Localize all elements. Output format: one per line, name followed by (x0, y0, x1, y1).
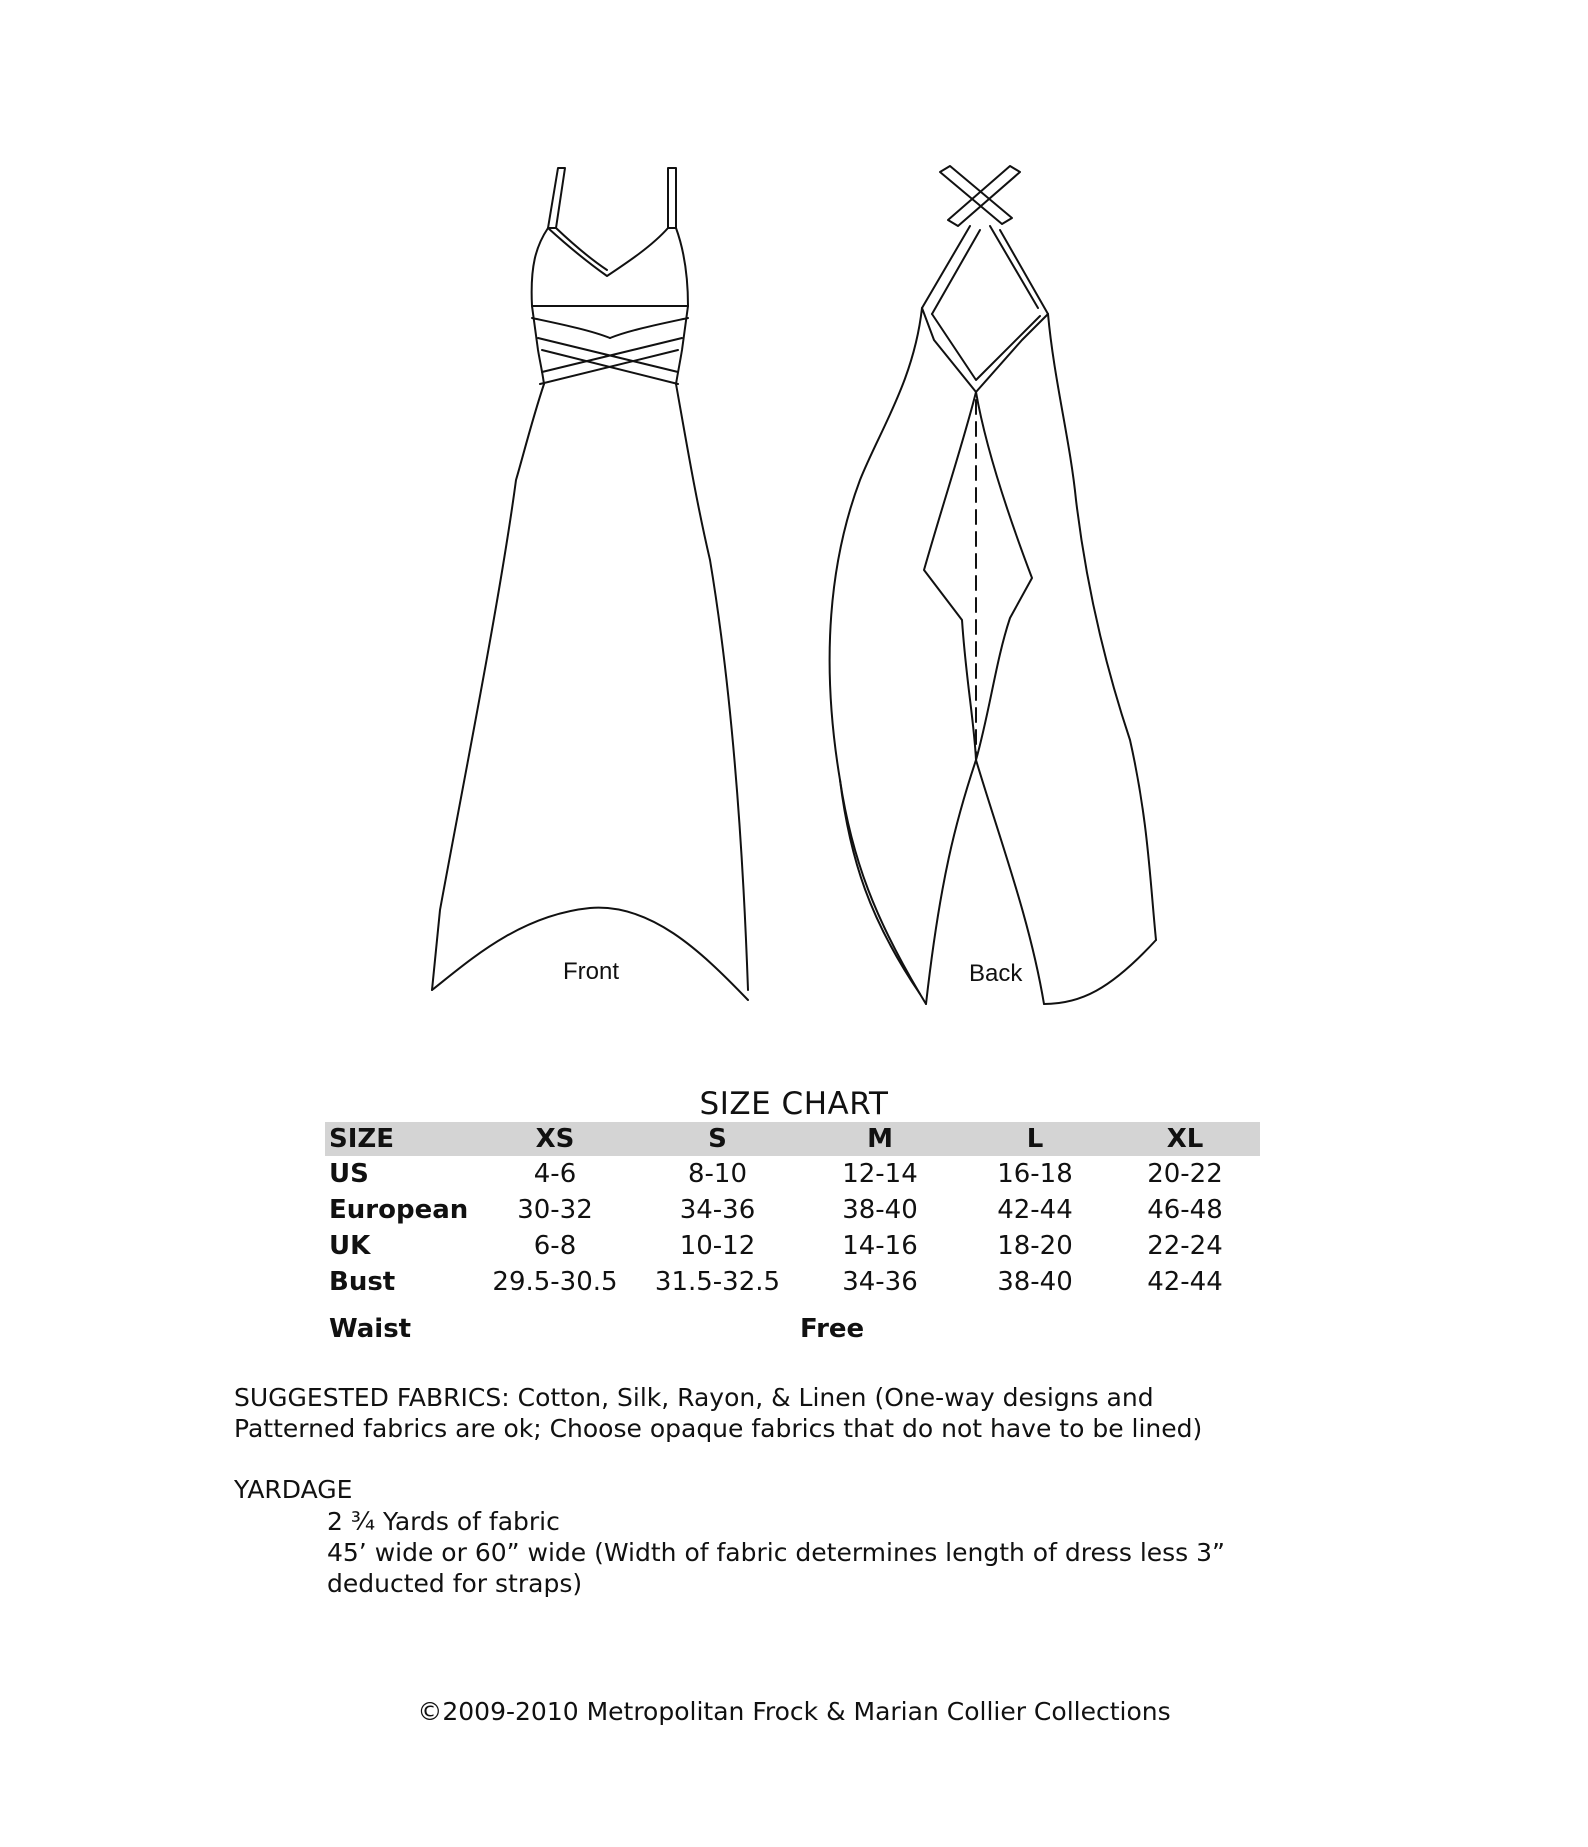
row-label: Waist (329, 1314, 412, 1344)
header-cell: M (867, 1124, 893, 1154)
yardage-title: YARDAGE (234, 1475, 353, 1504)
table-cell: 12-14 (842, 1159, 918, 1189)
yardage-line: 45’ wide or 60” wide (Width of fabric determines length of dress less 3” (327, 1538, 1225, 1567)
table-cell (960, 1300, 1110, 1352)
table-cell: 20-22 (1147, 1159, 1223, 1189)
yardage-line: 2 ¾ Yards of fabric (327, 1507, 560, 1536)
table-cell: 16-18 (997, 1159, 1073, 1189)
table-cell: 42-44 (997, 1195, 1073, 1225)
fabrics-line: Patterned fabrics are ok; Choose opaque fabrics that do not have to be lined) (234, 1414, 1203, 1443)
table-cell: 6-8 (533, 1231, 577, 1261)
fabrics-line: SUGGESTED FABRICS: Cotton, Silk, Rayon, & Linen (One-way designs and (234, 1383, 1154, 1412)
copyright-notice: ©2009-2010 Metropolitan Frock & Marian Collier Collections (417, 1697, 1171, 1726)
yardage-line: deducted for straps) (327, 1569, 583, 1598)
header-cell: S (708, 1124, 727, 1154)
table-cell: 34-36 (842, 1267, 918, 1297)
back-view-drawing (830, 166, 1156, 1004)
table-cell: 38-40 (997, 1267, 1073, 1297)
table-cell: 31.5-32.5 (654, 1267, 781, 1297)
table-cell: 8-10 (687, 1159, 747, 1189)
table-cell: 4-6 (533, 1159, 577, 1189)
header-cell: SIZE (329, 1124, 395, 1154)
table-cell: 14-16 (842, 1231, 918, 1261)
table-cell (475, 1300, 635, 1352)
back-label: Back (969, 960, 1023, 987)
table-row-uk (325, 1228, 1260, 1264)
table-cell: 10-12 (679, 1231, 756, 1261)
suggested-fabrics (234, 1382, 1354, 1444)
table-cell: 34-36 (679, 1195, 756, 1225)
row-label: UK (329, 1231, 371, 1261)
table-row-bust (325, 1264, 1260, 1300)
table-cell (1110, 1300, 1260, 1352)
table-cell: 42-44 (1147, 1267, 1223, 1297)
header-cell: XL (1166, 1124, 1204, 1154)
table-cell: 29.5-30.5 (492, 1267, 618, 1297)
header-cell: XS (535, 1124, 575, 1154)
row-label: Bust (329, 1267, 396, 1297)
row-label: US (329, 1159, 369, 1189)
table-cell: 38-40 (842, 1195, 918, 1225)
table-row-european (325, 1192, 1260, 1228)
table-row-us (325, 1156, 1260, 1192)
waist-value: Free (800, 1314, 865, 1344)
table-cell (635, 1300, 800, 1352)
table-cell: 22-24 (1147, 1231, 1223, 1261)
table-cell: 46-48 (1147, 1195, 1223, 1225)
table-cell: 30-32 (517, 1195, 593, 1225)
front-view-drawing (432, 168, 748, 1000)
table-row-waist (325, 1300, 1260, 1352)
size-chart-table (325, 1122, 1260, 1352)
row-label: European (329, 1195, 469, 1225)
size-chart-title: SIZE CHART (699, 1086, 889, 1122)
header-cell: L (1026, 1124, 1044, 1154)
yardage-details (327, 1506, 1327, 1599)
front-label: Front (563, 958, 620, 985)
table-cell: 18-20 (997, 1231, 1073, 1261)
size-header-row (325, 1122, 1260, 1156)
